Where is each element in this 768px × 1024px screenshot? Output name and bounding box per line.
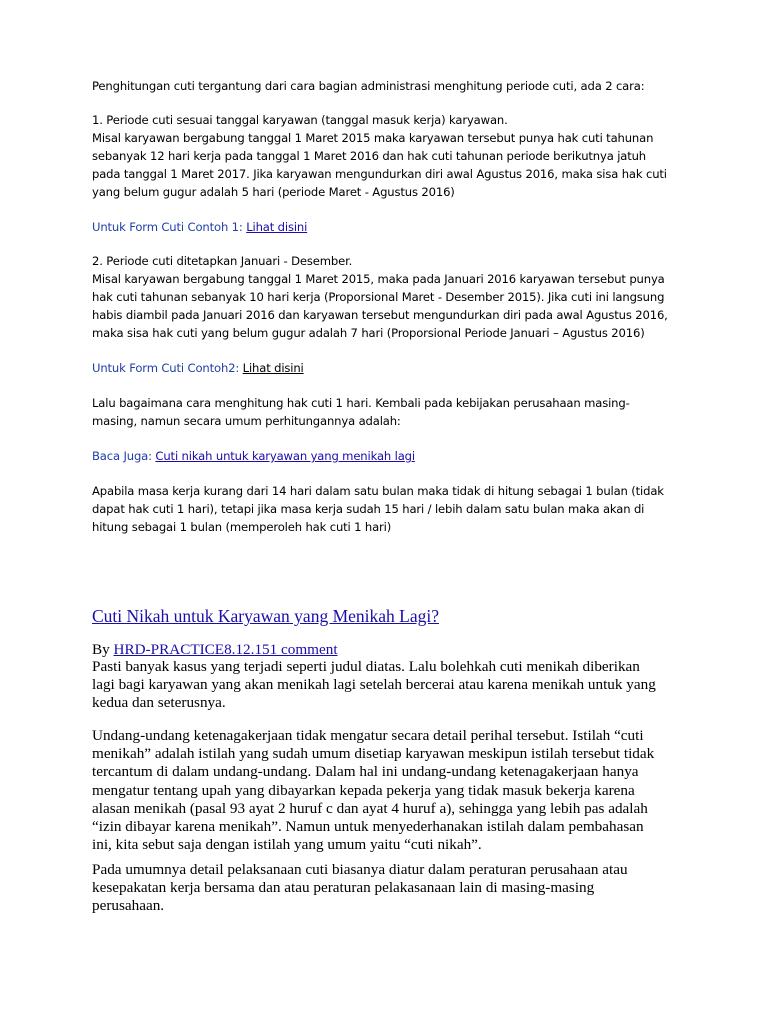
article-line: menikah” adalah istilah yang sudah umum disetiap karyawan meskipun istilah tersebut tidak bbox=[92, 745, 655, 763]
article-byline bbox=[92, 641, 692, 659]
form-link-2-link[interactable]: Lihat disini bbox=[242, 361, 304, 375]
method-2-line: habis diambil pada Januari 2016 dan karyawan tersebut mengundurkan diri pada awal Agustus 2016, bbox=[92, 308, 668, 322]
form-link-1-label: Untuk Form Cuti Contoh 1: bbox=[92, 220, 247, 234]
rule-line: hitung sebagai 1 bulan (memperoleh hak cuti 1 hari) bbox=[92, 520, 392, 534]
calc-intro-line: masing, namun secara umum perhitungannya adalah: bbox=[92, 414, 401, 428]
read-also-paragraph bbox=[92, 447, 692, 465]
read-also-label: Baca Juga: bbox=[92, 449, 156, 463]
article-paragraph-3 bbox=[92, 861, 692, 916]
article-line: tercantum di dalam undang-undang. Dalam hal ini undang-undang ketenagakerjaan hanya bbox=[92, 763, 639, 781]
intro-paragraph bbox=[92, 77, 692, 95]
method-2-line: hak cuti tahunan sebanyak 10 hari kerja (Proporsional Maret - Desember 2015). Jika cuti ini langsung bbox=[92, 290, 665, 304]
article-paragraph-1 bbox=[92, 658, 692, 713]
calc-intro-line: Lalu bagaimana cara menghitung hak cuti 1 hari. Kembali pada kebijakan perusahaan masing- bbox=[92, 396, 630, 410]
method-1-line: sebanyak 12 hari kerja pada tanggal 1 Maret 2016 dan hak cuti tahunan periode berikutnya jatuh bbox=[92, 149, 647, 163]
method-1-line: pada tanggal 1 Maret 2017. Jika karyawan mengundurkan diri awal Agustus 2016, maka sisa hak cuti bbox=[92, 167, 667, 181]
article-line: Pada umumnya detail pelaksanaan cuti biasanya diatur dalam peraturan perusahaan atau bbox=[92, 861, 628, 878]
read-also-link[interactable]: Cuti nikah untuk karyawan yang menikah lagi bbox=[155, 449, 415, 463]
rule-line: Apabila masa kerja kurang dari 14 hari dalam satu bulan maka tidak di hitung sebagai 1 bulan (tidak bbox=[92, 484, 664, 498]
article-line: mengatur tentang upah yang dibayarkan kepada pekerja yang tidak masuk bekerja karena bbox=[92, 781, 635, 799]
article-line: perusahaan. bbox=[92, 897, 165, 915]
method-2-line: 2. Periode cuti ditetapkan Januari - Desember. bbox=[92, 254, 353, 268]
form-link-2-paragraph bbox=[92, 359, 692, 377]
byline-label: By bbox=[92, 641, 114, 658]
article-line: ini, kita sebut saja dengan istilah yang umum yaitu “cuti nikah”. bbox=[92, 836, 482, 854]
method-1-line: 1. Periode cuti sesuai tanggal karyawan (tanggal masuk kerja) karyawan. bbox=[92, 113, 508, 127]
calc-intro-paragraph bbox=[92, 394, 692, 430]
form-link-1-link[interactable]: Lihat disini bbox=[246, 220, 308, 234]
rule-paragraph bbox=[92, 482, 692, 536]
article-line: “izin dibayar karena menikah”. Namun untuk menyederhanakan istilah dalam pembahasan bbox=[92, 818, 644, 836]
method-1-line: yang belum gugur adalah 5 hari (periode Maret - Agustus 2016) bbox=[92, 185, 455, 199]
article-line: kesepakatan kerja bersama dan atau peraturan pelakasanaan lain di masing-masing bbox=[92, 879, 595, 897]
form-link-2-label: Untuk Form Cuti Contoh2: bbox=[92, 361, 243, 375]
article-line: Undang-undang ketenagakerjaan tidak mengatur secara detail perihal tersebut. Istilah “cuti bbox=[92, 727, 644, 744]
method-2-paragraph bbox=[92, 252, 692, 342]
article-title-link[interactable]: Cuti Nikah untuk Karyawan yang Menikah Lagi? bbox=[92, 606, 439, 626]
article-paragraph-2 bbox=[92, 727, 692, 854]
method-2-line: maka sisa hak cuti yang belum gugur adalah 7 hari (Proporsional Periode Januari – Agustus 2016) bbox=[92, 326, 645, 340]
method-1-line: Misal karyawan bergabung tanggal 1 Maret 2015 maka karyawan tersebut punya hak cuti tahunan bbox=[92, 131, 654, 145]
article-line: Pasti banyak kasus yang terjadi seperti judul diatas. Lalu bolehkah cuti menikah diberikan bbox=[92, 658, 640, 675]
form-link-1-paragraph bbox=[92, 218, 692, 236]
article-line: kedua dan seterusnya. bbox=[92, 694, 226, 712]
rule-line: dapat hak cuti 1 hari), tetapi jika masa kerja sudah 15 hari / lebih dalam satu bulan maka akan di bbox=[92, 502, 645, 516]
method-1-paragraph bbox=[92, 111, 692, 201]
byline-author-link[interactable]: HRD-PRACTICE8.12.151 comment bbox=[113, 641, 338, 658]
article-line: alasan menikah (pasal 93 ayat 2 huruf c dan ayat 4 huruf a), sehingga yang lebih pas adalah bbox=[92, 799, 648, 817]
method-2-line: Misal karyawan bergabung tanggal 1 Maret 2015, maka pada Januari 2016 karyawan tersebut punya bbox=[92, 272, 665, 286]
intro-text: Penghitungan cuti tergantung dari cara bagian administrasi menghitung periode cuti, ada 2 cara: bbox=[92, 79, 645, 93]
article-line: lagi bagi karyawan yang akan menikah lagi setelah bercerai atau karena menikah untuk yang bbox=[92, 676, 656, 694]
